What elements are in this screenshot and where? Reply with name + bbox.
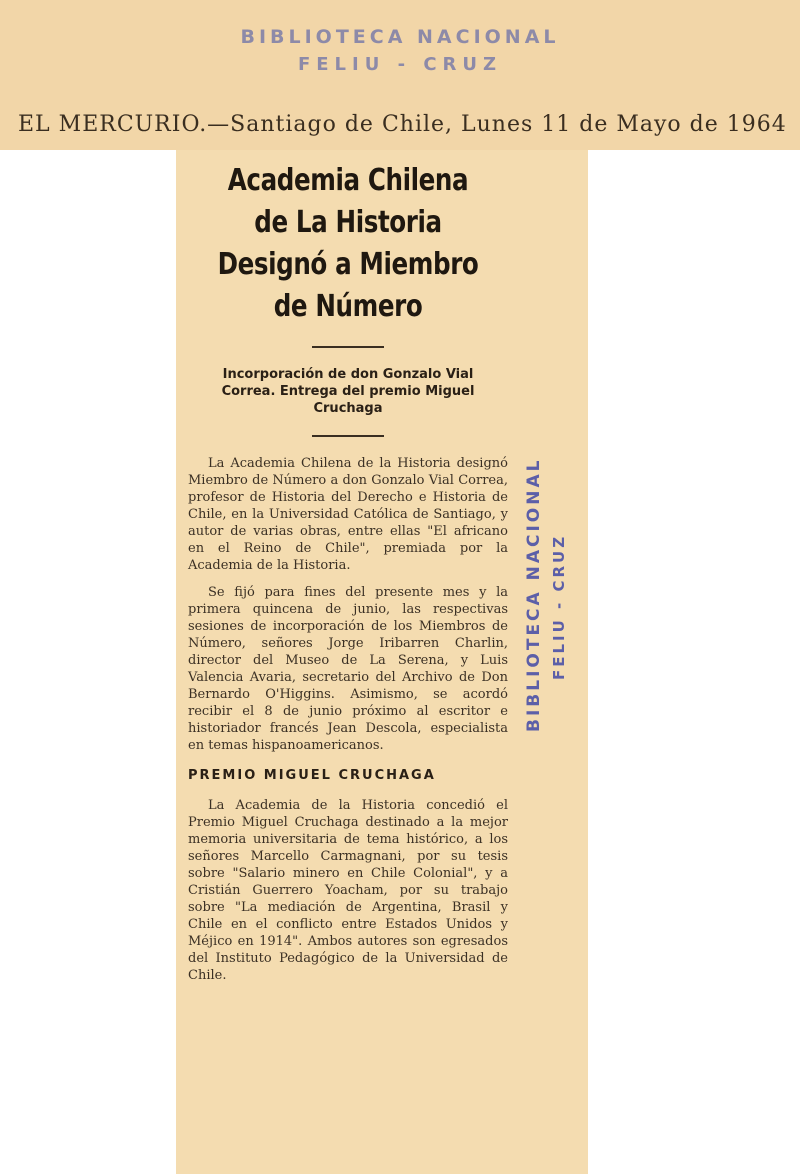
- library-stamp-line1: BIBLIOTECA NACIONAL: [240, 26, 560, 48]
- section-heading: PREMIO MIGUEL CRUCHAGA: [188, 768, 436, 783]
- article-paragraph: La Academia Chilena de la Historia designó Miembro de Número a don Gonzalo Vial Correa, profesor de Historia del Derecho e Historia de Chile, en la Universidad Católica de Santiago, y autor de varias obras, entre ellas "El africano en el Reino de Chile", premiada por la Academia de la Historia.: [188, 456, 508, 573]
- article-paragraph: Se fijó para fines del presente mes y la primera quincena de junio, las respectivas sesiones de incorporación de los Miembros de Número, señores Jorge Iribarren Charlin, director del Museo de La Serena, y Luis Valencia Avaria, secretario del Archivo de Don Bernardo O'Higgins. Asimismo, se acordó recibir el 8 de junio próximo al escritor e historiador francés Jean Descola, especialista en temas hispanoamericanos.: [188, 585, 508, 753]
- side-stamp-line2: FELIU - CRUZ: [550, 533, 568, 680]
- side-library-stamp: [520, 440, 580, 740]
- section-paragraph: La Academia de la Historia concedió el Premio Miguel Cruchaga destinado a la mejor memoria universitaria de tema histórico, a los señores Marcello Carmagnani, por su tesis sobre "Salario minero en Chile Colonial", y a Cristián Guerrero Yoacham, por su trabajo sobre "La mediación de Argentina, Brasil y Chile en el conflicto entre Estados Unidos y Méjico en 1914". Ambos autores son egresados del Instituto Pedagógico de la Universidad de Chile.: [188, 798, 508, 983]
- article: [188, 160, 508, 984]
- divider: [312, 346, 384, 348]
- divider: [312, 435, 384, 437]
- article-subhead: Incorporación de don Gonzalo Vial Correa. Entrega del premio Miguel Cruchaga: [221, 367, 475, 416]
- library-stamp-line2: FELIU - CRUZ: [297, 54, 503, 75]
- article-headline: Academia Chilena de La Historia Designó a Miembro de Número: [217, 163, 479, 324]
- side-stamp-line1: BIBLIOTECA NACIONAL: [524, 457, 544, 732]
- newspaper-masthead: EL MERCURIO.—Santiago de Chile, Lunes 11 de Mayo de 1964: [18, 112, 787, 137]
- header-clipping-strip: [0, 0, 800, 150]
